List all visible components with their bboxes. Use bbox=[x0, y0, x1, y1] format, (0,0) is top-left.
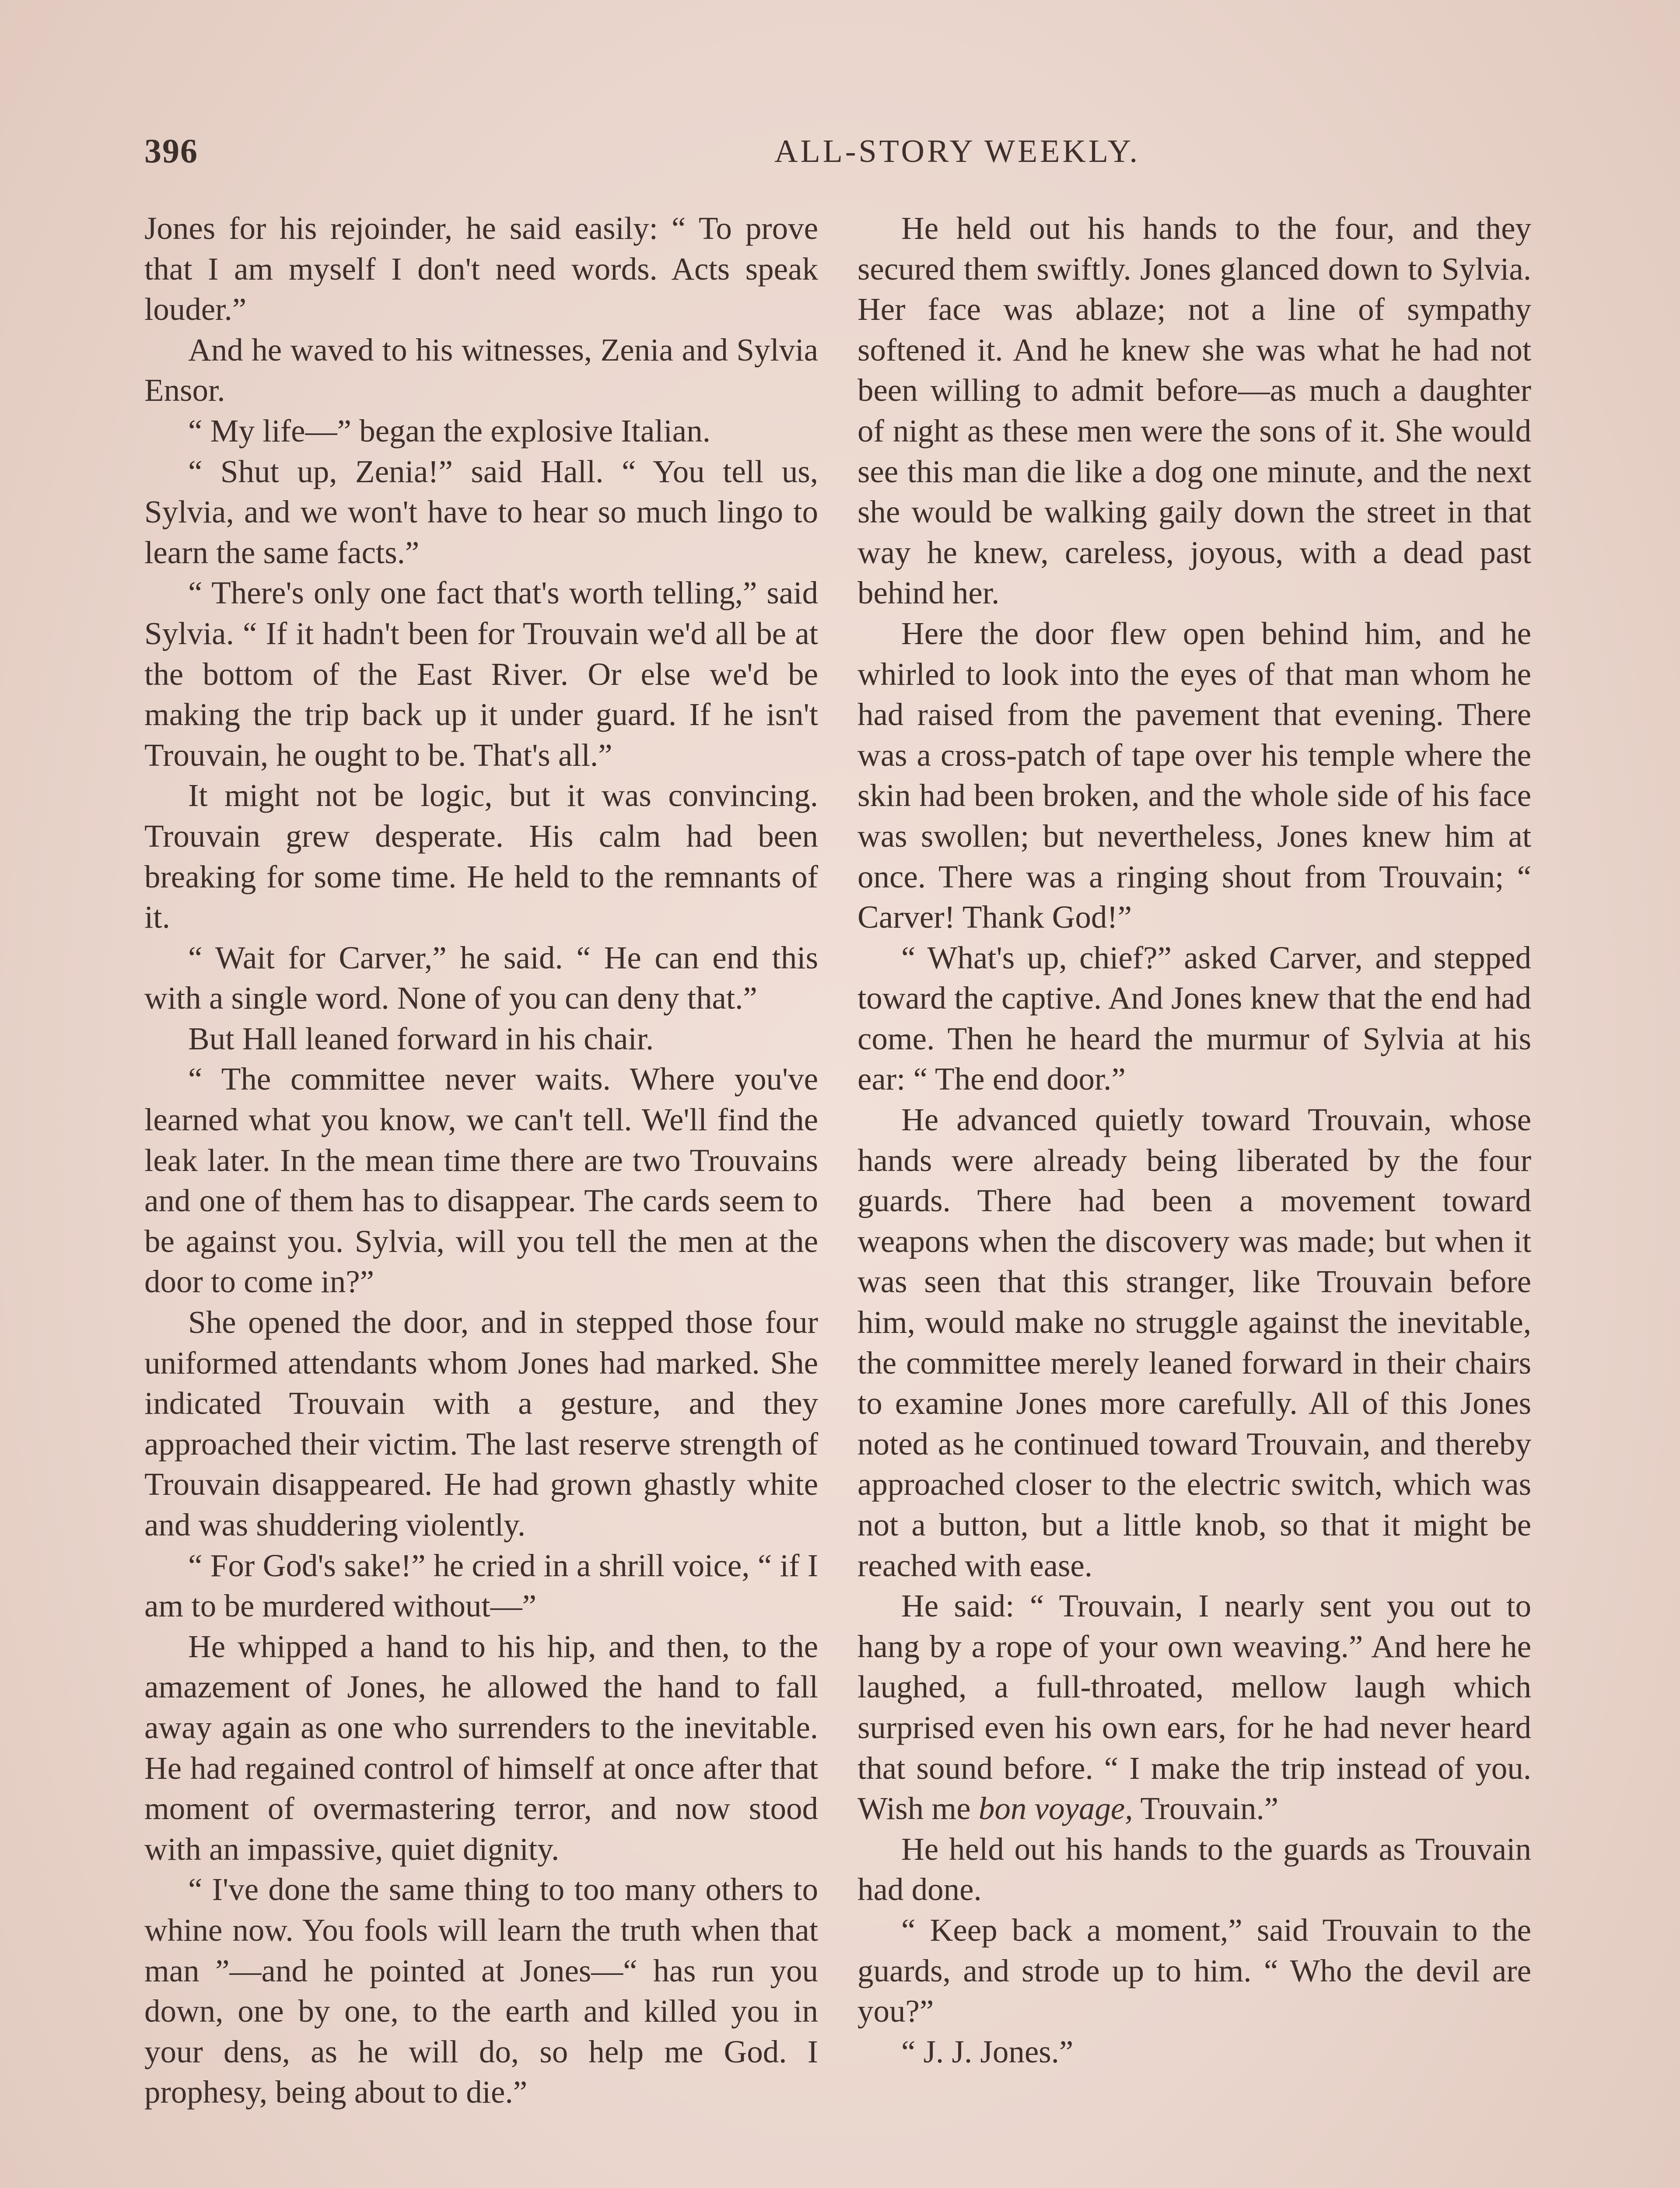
paragraph: It might not be logic, but it was convincing. Trouvain grew desperate. His calm had been breaking for some time. He held to the remnants of it. bbox=[144, 778, 818, 935]
paragraph: And he waved to his witnesses, Zenia and Sylvia Ensor. bbox=[144, 332, 818, 408]
paragraph: “ My life—” began the explosive Italian. bbox=[188, 413, 710, 449]
paragraph: He held out his hands to the four, and they secured them swiftly. Jones glanced down to Sylvia. Her face was ablaze; not a line of sympathy softened it. And he knew she was what he had not been willing to admit before—as much a daughter of night as these men were the sons of it. She would see this man die like a dog one minute, and the next she would be walking gaily down the street in that way he knew, careless, joyous, with a dead past behind her. bbox=[858, 210, 1531, 611]
paragraph: But Hall leaned forward in his chair. bbox=[188, 1020, 654, 1056]
paragraph: “ What's up, chief?” asked Carver, and stepped toward the captive. And Jones knew that the end had come. Then he heard the murmur of Sylvia at his ear: “ The end door.” bbox=[858, 940, 1531, 1097]
italic-phrase: bon voyage, bbox=[978, 1791, 1133, 1827]
paragraph: “ Shut up, Zenia!” said Hall. “ You tell us, Sylvia, and we won't have to hear so much lingo to learn the same facts.” bbox=[144, 453, 818, 570]
paragraph bbox=[858, 1586, 1531, 1829]
paragraph-text: He said: “ Trouvain, I nearly sent you out to hang by a rope of your own weaving.” And here he laughed, a full-throated, mellow laugh which surprised even his own ears, for he had never heard that sound before. “ I make the trip instead of you. Wish me bbox=[858, 1588, 1531, 1827]
right-column bbox=[858, 208, 1531, 2072]
paragraph: He advanced quietly toward Trouvain, whose hands were already being liberated by the four guards. There had been a movement toward weapons when the discovery was made; but when it was seen that this stranger, like Trouvain before him, would make no struggle against the inevitable, the committee merely leaned forward in their chairs to examine Jones more carefully. All of this Jones noted as he continued toward Trouvain, and thereby approached closer to the electric switch, which was not a button, but a little knob, so that it might be reached with ease. bbox=[858, 1102, 1531, 1583]
paragraph: “ There's only one fact that's worth telling,” said Sylvia. “ If it hadn't been for Trouvain we'd all be at the bottom of the East River. Or else we'd be making the trip back up it under guard. If he isn't Trouvain, he ought to be. That's all.” bbox=[144, 575, 818, 773]
paragraph: “ J. J. Jones.” bbox=[901, 2034, 1074, 2069]
left-column bbox=[144, 208, 818, 2113]
paragraph: Jones for his rejoinder, he said easily: “ To prove that I am myself I don't need words. Acts speak louder.” bbox=[144, 210, 818, 327]
paragraph: “ I've done the same thing to too many others to whine now. You fools will learn the truth when that man ”—and he pointed at Jones—“ has run you down, one by one, to the earth and killed you in your dens, as he will do, so help me God. I prophesy, being about to die.” bbox=[144, 1872, 818, 2110]
paragraph: “ For God's sake!” he cried in a shrill voice, “ if I am to be murdered without—” bbox=[144, 1547, 818, 1624]
paragraph: “ Keep back a moment,” said Trouvain to the guards, and strode up to him. “ Who the devil are you?” bbox=[858, 1912, 1531, 2029]
page-number: 396 bbox=[144, 132, 198, 170]
paragraph: Here the door flew open behind him, and he whirled to look into the eyes of that man whom he had raised from the pavement that evening. There was a cross-patch of tape over his temple where the skin had been broken, and the whole side of his face was swollen; but nevertheless, Jones knew him at once. There was a ringing shout from Trouvain; “ Carver! Thank God!” bbox=[858, 615, 1531, 935]
page-header bbox=[144, 131, 1536, 179]
paragraph: He whipped a hand to his hip, and then, to the amazement of Jones, he allowed the hand to fall away again as one who surrenders to the inevitable. He had regained control of himself at once after that moment of overmastering terror, and now stood with an impassive, quiet dignity. bbox=[144, 1628, 818, 1867]
paragraph-tail: Trouvain.” bbox=[1133, 1791, 1279, 1827]
paragraph: “ Wait for Carver,” he said. “ He can end this with a single word. None of you can deny that.” bbox=[144, 940, 818, 1016]
running-head-title: ALL-STORY WEEKLY. bbox=[774, 133, 1140, 169]
paragraph: “ The committee never waits. Where you've learned what you know, we can't tell. We'll find the leak later. In the mean time there are two Trouvains and one of them has to disappear. The cards seem to be against you. Sylvia, will you tell the men at the door to come in?” bbox=[144, 1061, 818, 1300]
paragraph: He held out his hands to the guards as Trouvain had done. bbox=[858, 1831, 1531, 1907]
paragraph: She opened the door, and in stepped those four uniformed attendants whom Jones had marked. She indicated Trouvain with a gesture, and they approached their victim. The last reserve strength of Trouvain disappeared. He had grown ghastly white and was shuddering violently. bbox=[144, 1304, 818, 1543]
